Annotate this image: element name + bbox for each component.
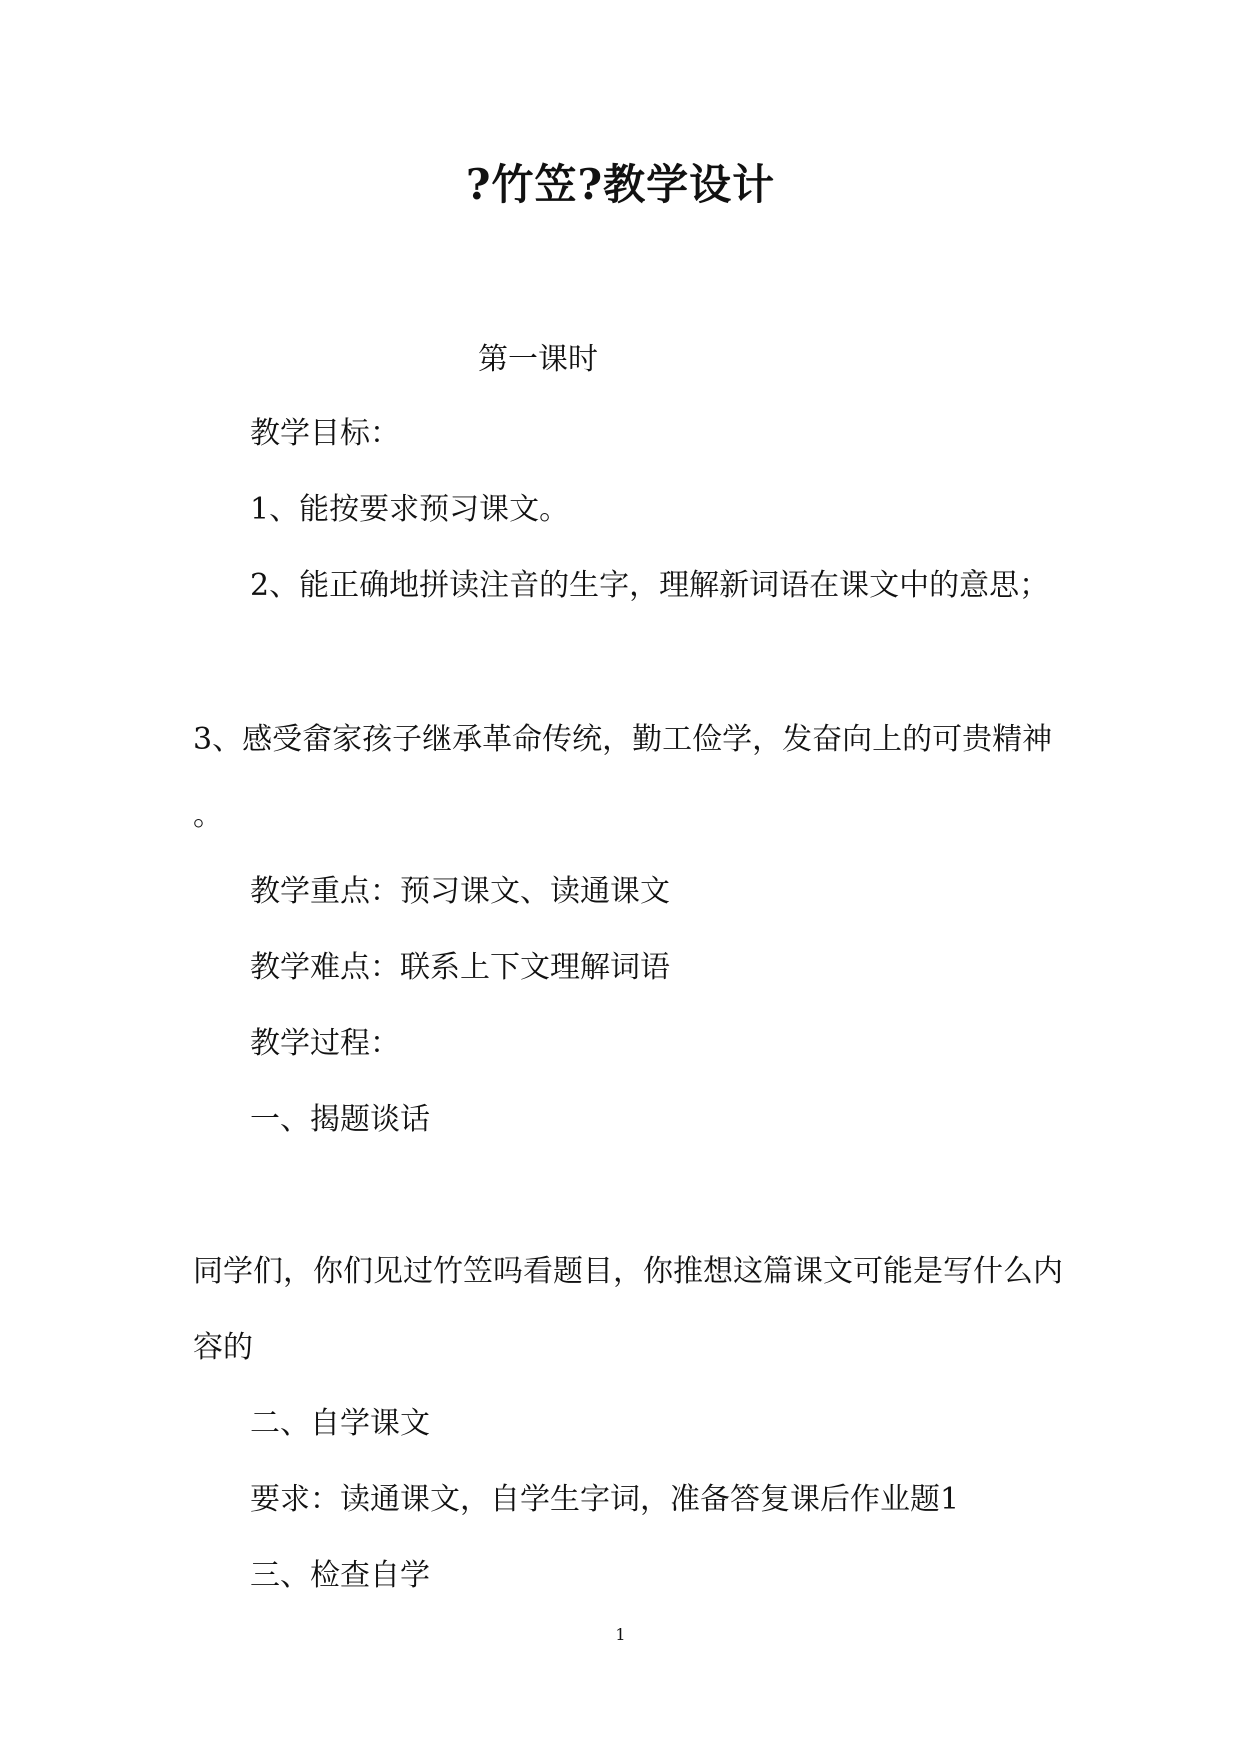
teaching-focus: 教学重点：预习课文、读通课文 bbox=[250, 874, 670, 909]
teaching-goals-heading: 教学目标： bbox=[250, 416, 400, 451]
section-heading-3: 三、检查自学 bbox=[250, 1558, 430, 1593]
paragraph-line-2: 容的 bbox=[193, 1330, 253, 1365]
goal-item-3-continuation: 。 bbox=[193, 798, 223, 833]
goal-item-3: 3、感受畲家孩子继承革命传统，勤工俭学，发奋向上的可贵精神 bbox=[193, 722, 1053, 757]
goal-item-1: 1、能按要求预习课文。 bbox=[250, 492, 570, 527]
section-heading-2: 二、自学课文 bbox=[250, 1406, 430, 1441]
section-heading-1: 一、揭题谈话 bbox=[250, 1102, 430, 1137]
self-study-requirement: 要求：读通课文，自学生字词，准备答复课后作业题1 bbox=[250, 1482, 960, 1517]
paragraph-line-1: 同学们，你们见过竹笠吗看题目，你推想这篇课文可能是写什么内 bbox=[193, 1254, 1063, 1289]
lesson-heading: 第一课时 bbox=[478, 342, 598, 377]
document-title: ?竹笠?教学设计 bbox=[465, 160, 776, 209]
teaching-difficulty: 教学难点：联系上下文理解词语 bbox=[250, 950, 670, 985]
page-number: 1 bbox=[615, 1625, 626, 1644]
teaching-process-heading: 教学过程： bbox=[250, 1026, 400, 1061]
goal-item-2: 2、能正确地拼读注音的生字，理解新词语在课文中的意思； bbox=[250, 568, 1050, 603]
